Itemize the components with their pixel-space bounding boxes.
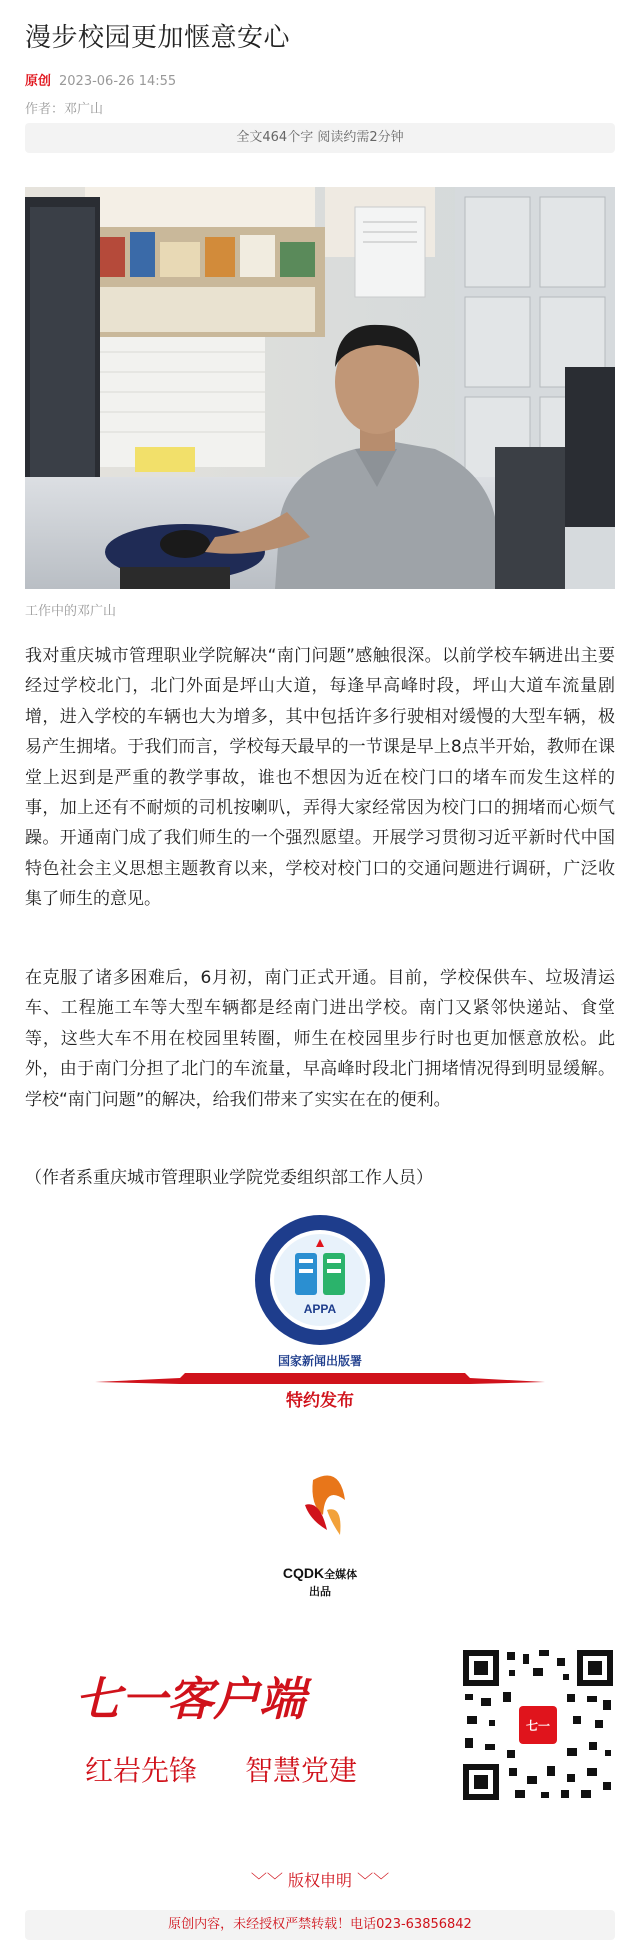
author-line: 作者：邓广山: [25, 102, 104, 117]
chevron-down-icon: ﹀﹀: [250, 1871, 283, 1890]
article-meta: [25, 70, 176, 89]
copyright-link[interactable]: [25, 1868, 615, 1891]
ad-slogan-2: 智慧党建: [245, 1754, 358, 1787]
photo-caption: 工作中的邓广山: [25, 604, 117, 619]
copyright-label: 版权申明: [287, 1871, 352, 1890]
reading-info-bar: 全文464个字 阅读约需2分钟: [25, 123, 615, 153]
chevron-down-icon: ﹀﹀: [357, 1871, 390, 1890]
appa-release-text: 特约发布: [286, 1391, 354, 1410]
body-paragraph-2: 在克服了诸多困难后，6月初，南门正式开通。目前，学校保供车、垃圾清运车、工程施工车等大型车辆都是经南门进出学校。南门又紧邻快递站、食堂等，这些大车不用在校园里转圈，师生在校园里步行时也更加惬意放松。此外，由于南门分担了北门的车流量，早高峰时段北门拥堵情况得到明显缓解。学校“南门问题”的解决，给我们带来了实实在在的便利。: [25, 968, 615, 1110]
ad-slogan-1: 红岩先锋: [85, 1754, 198, 1787]
article-photo: [25, 187, 615, 589]
ad-app-name: 七一客户端: [75, 1672, 305, 1726]
appa-release-banner: [85, 1215, 555, 1410]
body-paragraph-1: 我对重庆城市管理职业学院解决“南门问题”感触很深。以前学校车辆进出主要经过学校北门，北门外面是坪山大道，每逢早高峰时段，坪山大道车流量剧增，进入学校的车辆也大为增多，其中包括许多行驶相对缓慢的大型车辆，极易产生拥堵。于我们而言，学校每天最早的一节课是早上8点半开始，教师在课堂上迟到是严重的教学事故，谁也不想因为近在校门口的堵车而发生这样的事，加上还有不耐烦的司机按喇叭，弄得大家经常因为校门口的拥堵而心烦气躁。开通南门成了我们师生的一个强烈愿望。开展学习贯彻习近平新时代中国特色社会主义思想主题教育以来，学校对校门口的交通问题进行调研，广泛收集了师生的意见。: [25, 646, 615, 910]
qr-code: [463, 1650, 613, 1800]
appa-org: 国家新闻出版署: [277, 1354, 363, 1368]
qiyi-client-ad: [65, 1645, 635, 1815]
copyright-notice: 原创内容，未经授权严禁转载！电话023-63856842: [25, 1910, 615, 1940]
svg-text:CQDK全媒体: [283, 1565, 357, 1581]
cqdk-brand-suffix: 全媒体: [324, 1569, 358, 1581]
article-title: 漫步校园更加惬意安心: [25, 23, 291, 53]
original-label: 原创: [25, 74, 52, 89]
appa-badge-text: APPA: [303, 1302, 337, 1316]
cqdk-brand: CQDK: [282, 1565, 325, 1581]
publish-datetime: 2023-06-26 14:55: [59, 74, 177, 89]
cqdk-logo: [265, 1460, 375, 1610]
qr-center-label: 七一: [525, 1719, 551, 1733]
author-note: （作者系重庆城市管理职业学院党委组织部工作人员）: [25, 1168, 433, 1188]
cqdk-produced: 出品: [309, 1585, 331, 1598]
